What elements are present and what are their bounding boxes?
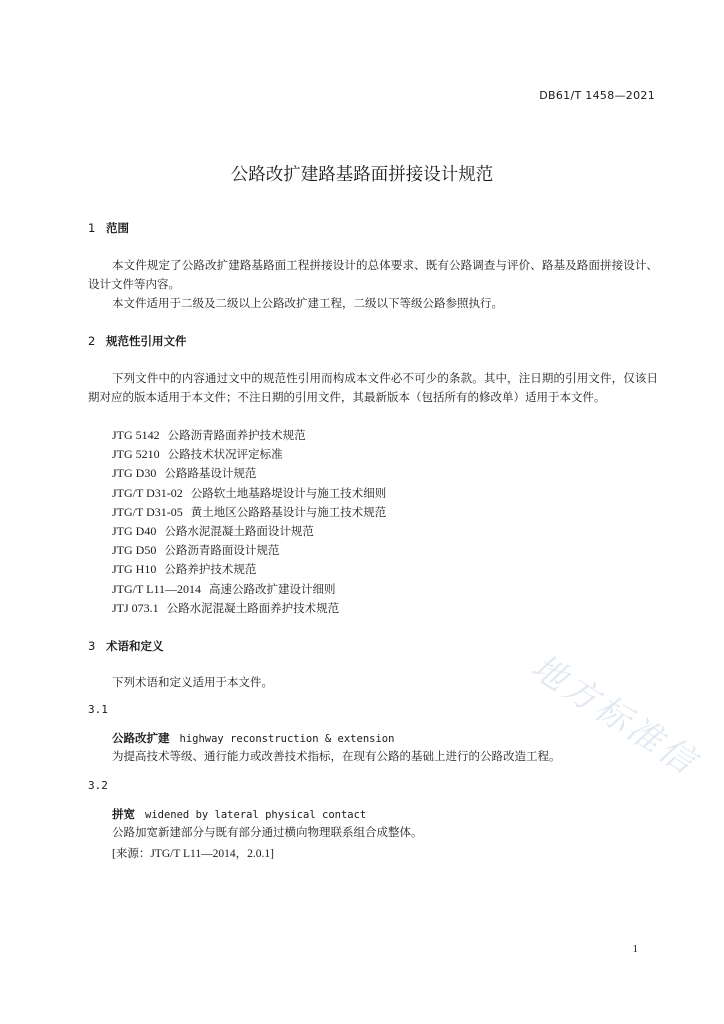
- reference-code: JTG/T D31-05: [112, 504, 183, 519]
- clause-number: 3.1: [88, 703, 108, 716]
- term-definition: 公路加宽新建部分与既有部分通过横向物理联系组合成整体。: [112, 825, 423, 839]
- reference-name: 公路路基设计规范: [164, 466, 257, 481]
- page-number: 1: [632, 943, 638, 955]
- reference-code: JTG/T D31-02: [112, 485, 183, 500]
- scope-paragraphs: [88, 256, 658, 313]
- reference-item: [112, 541, 386, 560]
- reference-item: [112, 484, 386, 503]
- reference-name: 公路沥青路面养护技术规范: [167, 428, 306, 442]
- reference-code: JTG H10: [112, 562, 157, 577]
- watermark: 地方标准信: [523, 646, 705, 784]
- section-number: 3: [88, 639, 96, 653]
- reference-name: 公路技术状况评定标准: [167, 447, 283, 462]
- paragraph: 下列术语和定义适用于本文件。: [112, 675, 273, 689]
- reference-code: JTG D30: [112, 466, 157, 481]
- term-entry: [112, 729, 394, 749]
- term-definition: 为提高技术等级、通行能力或改善技术指标，在现有公路的基础上进行的公路改造工程。: [112, 749, 561, 763]
- reference-name: 公路水泥混凝土路面养护技术规范: [166, 600, 340, 615]
- paragraph: 本文件适用于二级及二级以上公路改扩建工程，二级以下等级公路参照执行。: [112, 296, 503, 310]
- section-heading-terms: [88, 638, 164, 654]
- section-number: 1: [88, 221, 96, 235]
- references-intro: [88, 369, 658, 407]
- term-source: [来源：JTG/T L11—2014，2.0.1]: [112, 848, 274, 860]
- term-entry: [112, 805, 366, 825]
- reference-name: 公路软土地基路堤设计与施工技术细则: [190, 485, 387, 500]
- section-title: 规范性引用文件: [106, 334, 187, 348]
- reference-code: JTG 5210: [112, 447, 160, 462]
- paragraph: 本文件规定了公路改扩建路基路面工程拼接设计的总体要求、既有公路调查与评价、路基及路面拼接设计、设计文件等内容。: [88, 258, 658, 291]
- reference-name: 黄土地区公路路基设计与施工技术规范: [190, 504, 387, 519]
- reference-code: JTJ 073.1: [112, 600, 159, 615]
- reference-name: 公路沥青路面设计规范: [164, 543, 280, 558]
- reference-name: 公路水泥混凝土路面设计规范: [164, 524, 314, 539]
- term-english: widened by lateral physical contact: [145, 809, 367, 821]
- reference-code: JTG 5142: [112, 428, 160, 442]
- section-heading-scope: [88, 220, 129, 236]
- clause-number: 3.2: [88, 779, 108, 792]
- reference-list: [112, 426, 386, 618]
- reference-code: JTG D40: [112, 524, 157, 539]
- document-title: 公路改扩建路基路面拼接设计规范: [230, 165, 494, 185]
- reference-name: 高速公路改扩建设计细则: [209, 581, 336, 596]
- reference-item: [112, 599, 386, 618]
- reference-item: [112, 503, 386, 522]
- section-number: 2: [88, 334, 96, 348]
- reference-item: [112, 560, 386, 579]
- reference-item: [112, 522, 386, 541]
- reference-code: JTG D50: [112, 543, 157, 558]
- term-chinese: 公路改扩建: [112, 731, 170, 745]
- reference-item: [112, 445, 386, 464]
- term-english: highway reconstruction & extension: [179, 733, 395, 745]
- paragraph: 下列文件中的内容通过文中的规范性引用而构成本文件必不可少的条款。其中，注日期的引用文件，仅该日期对应的版本适用于本文件；不注日期的引用文件，其最新版本（包括所有的修改单）适用于本文件。: [88, 371, 658, 404]
- reference-name: 公路养护技术规范: [164, 562, 257, 577]
- section-title: 范围: [106, 221, 129, 235]
- section-heading-normative-references: [88, 333, 187, 349]
- reference-item: [112, 580, 386, 599]
- reference-item: [112, 464, 386, 483]
- section-title: 术语和定义: [106, 639, 164, 653]
- reference-code: JTG/T L11—2014: [112, 581, 201, 596]
- term-chinese: 拼宽: [112, 807, 135, 821]
- standard-code: DB61/T 1458—2021: [539, 89, 655, 102]
- reference-item: [112, 426, 386, 445]
